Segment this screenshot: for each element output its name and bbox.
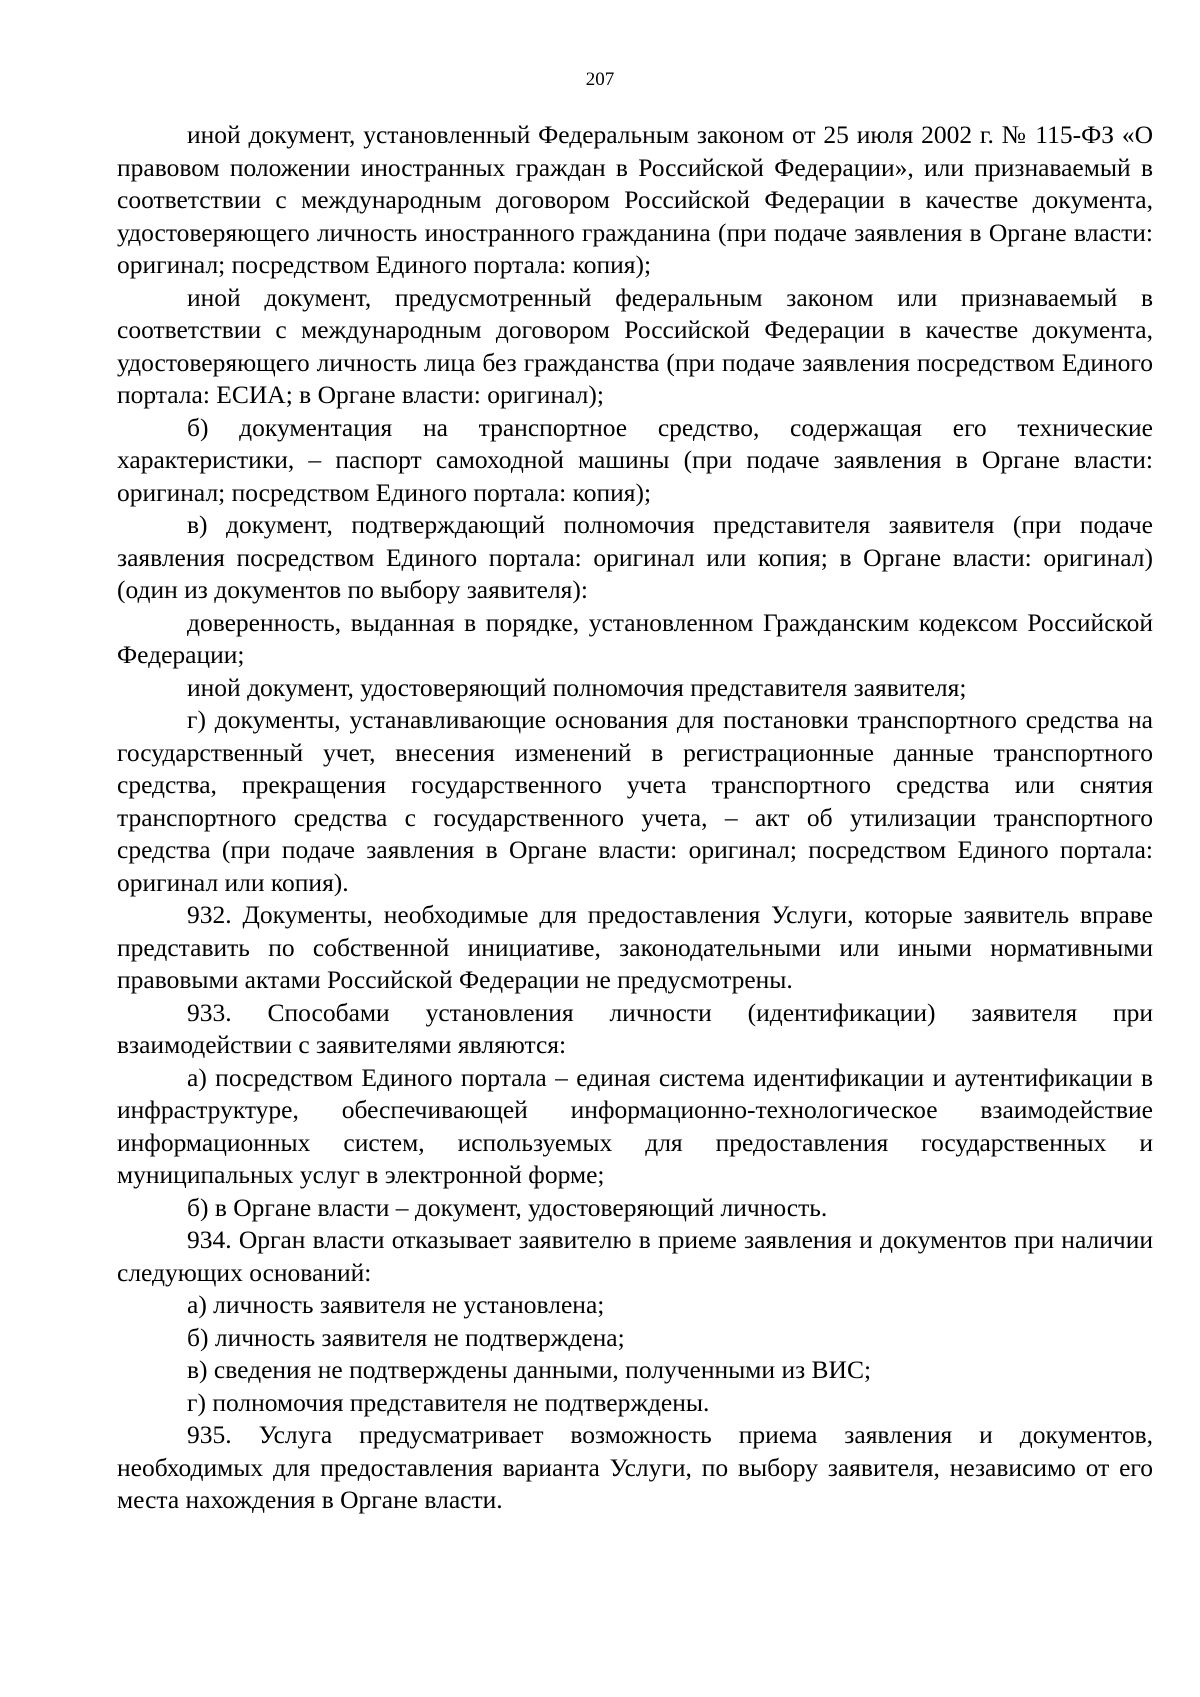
- document-body: [117, 119, 1153, 1517]
- paragraph-934-d: г) полномочия представителя не подтверждены.: [187, 1387, 710, 1417]
- paragraph-935: 935. Услуга предусматривает возможность приема заявления и документов, необходимых для предоставления варианта Услуги, по выбору заявителя, независимо от его места нахождения в Органе власти.: [117, 1420, 1153, 1514]
- paragraph-registration-grounds: г) документы, устанавливающие основания для постановки транспортного средства на государственный учет, внесения изменений в регистрационные данные транспортного средства, прекращения государственного учета транспортного средства или снятия транспортного средства с государственного учета, – акт об утилизации транспортного средства (при подаче заявления в Органе власти: оригинал; посредством Единого портала: оригинал или копия).: [117, 705, 1153, 897]
- paragraph-representative-authority: в) документ, подтверждающий полномочия представителя заявителя (при подаче заявления посредством Единого портала: оригинал или копия; в Органе власти: оригинал) (один из документов по выбору заявителя):: [117, 510, 1153, 604]
- paragraph-933-a: а) посредством Единого портала – единая система идентификации и аутентификации в инфраструктуре, обеспечивающей информационно-технологическое взаимодействие информационных систем, используемых для предоставления государственных и муниципальных услуг в электронной форме;: [117, 1062, 1153, 1189]
- paragraph-foreign-citizen-document: иной документ, установленный Федеральным законом от 25 июля 2002 г. № 115-ФЗ «О правовом положении иностранных граждан в Российской Федерации», или признаваемый в соответствии с международным договором Российской Федерации в качестве документа, удостоверяющего личность иностранного гражданина (при подаче заявления в Органе власти: оригинал; посредством Единого портала: копия);: [117, 120, 1153, 279]
- paragraph-934: 934. Орган власти отказывает заявителю в приеме заявления и документов при наличии следующих оснований:: [117, 1225, 1153, 1287]
- paragraph-stateless-person-document: иной документ, предусмотренный федеральным законом или признаваемый в соответствии с международным договором Российской Федерации в качестве документа, удостоверяющего личность лица без гражданства (при подаче заявления посредством Единого портала: ЕСИА; в Органе власти: оригинал);: [117, 282, 1153, 409]
- paragraph-934-b: б) личность заявителя не подтверждена;: [187, 1322, 625, 1352]
- paragraph-934-a: а) личность заявителя не установлена;: [187, 1290, 605, 1319]
- page-number: 207: [585, 69, 615, 90]
- paragraph-934-c: в) сведения не подтверждены данными, полученными из ВИС;: [187, 1355, 872, 1384]
- paragraph-vehicle-documentation: б) документация на транспортное средство, содержащая его технические характеристики, – паспорт самоходной машины (при подаче заявления в Органе власти: оригинал; посредством Единого портала: копия);: [117, 412, 1153, 507]
- paragraph-power-of-attorney: доверенность, выданная в порядке, установленном Гражданским кодексом Российской Федерации;: [117, 607, 1153, 669]
- paragraph-933-b: б) в Органе власти – документ, удостоверяющий личность.: [187, 1192, 828, 1222]
- paragraph-933: 933. Способами установления личности (идентификации) заявителя при взаимодействии с заявителями являются:: [117, 997, 1153, 1059]
- paragraph-other-authority-document: иной документ, удостоверяющий полномочия представителя заявителя;: [187, 672, 967, 702]
- paragraph-932: 932. Документы, необходимые для предоставления Услуги, которые заявитель вправе представить по собственной инициативе, законодательными или иными нормативными правовыми актами Российской Федерации не предусмотрены.: [117, 900, 1153, 994]
